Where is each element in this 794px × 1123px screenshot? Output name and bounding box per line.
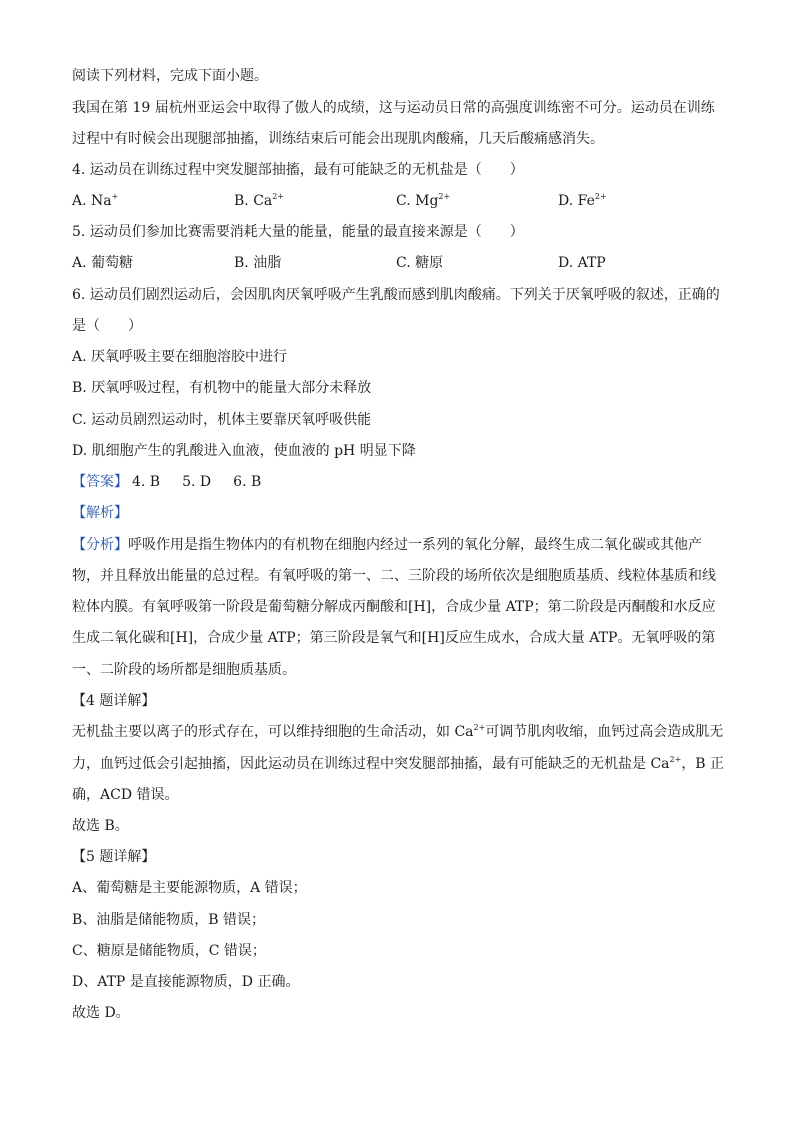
q6-option-b: B. 厌氧呼吸过程，有机物中的能量大部分未释放 (72, 380, 372, 396)
q4-option-c: C. $Mg^{2+}$ (396, 192, 451, 209)
q6-option-c: C. 运动员剧烈运动时，机体主要靠厌氧呼吸供能 (72, 412, 372, 428)
q5-option-c: C. 糖原 (396, 255, 444, 271)
analysis-line-4: 生成二氧化碳和[H]，合成少量 ATP；第三阶段是氧气和[H]反应生成水，合成大量 ATP。无氧呼吸的第 (72, 630, 716, 646)
question-6-stem-line-1: 6. 运动员们剧烈运动后，会因肌肉厌氧呼吸产生乳酸而感到肌肉酸痛。下列关于厌氧呼吸的叙述，正确的 (72, 287, 720, 303)
q6-option-a: A. 厌氧呼吸主要在细胞溶胶中进行 (72, 349, 288, 365)
answer-label: 【答案】 (72, 474, 128, 490)
answer-item: 4. B (132, 474, 161, 490)
detail-5-conclusion: 故选 D。 (72, 1005, 130, 1021)
detail-5-line-c: C、糖原是储能物质，C 错误； (72, 943, 266, 959)
question-4-stem: 4. 运动员在训练过程中突发腿部抽搐，最有可能缺乏的无机盐是（ ） (72, 162, 524, 178)
detail-5-heading: 【5 题详解】 (72, 849, 156, 865)
detail-4-line-1: 无机盐主要以离子的形式存在，可以维持细胞的生命活动，如 $Ca^{2+}$可调节肌肉收缩，血钙过高会造成肌无 (72, 723, 724, 740)
analysis-line-5: 一、二阶段的场所都是细胞质基质。 (72, 662, 296, 678)
answer-item: 6. B (233, 474, 262, 490)
detail-5-line-a: A、葡萄糖是主要能源物质，A 错误； (72, 880, 307, 896)
detail-5-line-d: D、ATP 是直接能源物质，D 正确。 (72, 974, 300, 990)
q5-option-b: B. 油脂 (234, 255, 282, 271)
detail-4-heading: 【4 题详解】 (72, 693, 156, 709)
q4-option-d: D. $Fe^{2+}$ (558, 192, 607, 209)
answer-line (72, 472, 283, 492)
question-6-stem-line-2: 是（ ） (72, 318, 142, 334)
detail-4-line-2: 力，血钙过低会引起抽搐，因此运动员在训练过程中突发腿部抽搐，最有可能缺乏的无机盐是 $Ca^{2+}$，B 正 (72, 755, 725, 772)
analysis-line-3: 粒体内膜。有氧呼吸第一阶段是葡萄糖分解成丙酮酸和[H]，合成少量 ATP；第二阶段是丙酮酸和水反应 (72, 599, 716, 615)
analysis-line-1: 【分析】呼吸作用是指生物体内的有机物在细胞内经过一系列的氧化分解，最终生成二氧化碳或其他产 (72, 537, 702, 553)
detail-4-line-3: 确，ACD 错误。 (72, 787, 179, 803)
detail-5-line-b: B、油脂是储能物质，B 错误； (72, 912, 266, 928)
material-line-2: 过程中有时候会出现腿部抽搐，训练结束后可能会出现肌肉酸痛，几天后酸痛感消失。 (72, 131, 604, 147)
analysis-line-2: 物，并且释放出能量的总过程。有氧呼吸的第一、二、三阶段的场所依次是细胞质基质、线粒体基质和线 (72, 568, 716, 584)
intro-text: 阅读下列材料，完成下面小题。 (72, 68, 268, 84)
q5-option-d: D. ATP (558, 255, 606, 271)
q5-option-a: A. 葡萄糖 (72, 255, 134, 271)
analysis-label: 【解析】 (72, 505, 128, 521)
q4-option-b: B. $Ca^{2+}$ (234, 192, 285, 209)
q6-option-d: D. 肌细胞产生的乳酸进入血液，使血液的 pH 明显下降 (72, 443, 416, 459)
analysis-sub-label: 【分析】 (72, 537, 128, 553)
detail-4-conclusion: 故选 B。 (72, 818, 129, 834)
material-line-1: 我国在第 19 届杭州亚运会中取得了傲人的成绩，这与运动员日常的高强度训练密不可分。运动员在训练 (72, 100, 715, 116)
question-5-stem: 5. 运动员们参加比赛需要消耗大量的能量，能量的最直接来源是（ ） (72, 224, 524, 240)
answer-item: 5. D (182, 474, 212, 490)
q4-option-a: A. Na+ (72, 192, 119, 209)
